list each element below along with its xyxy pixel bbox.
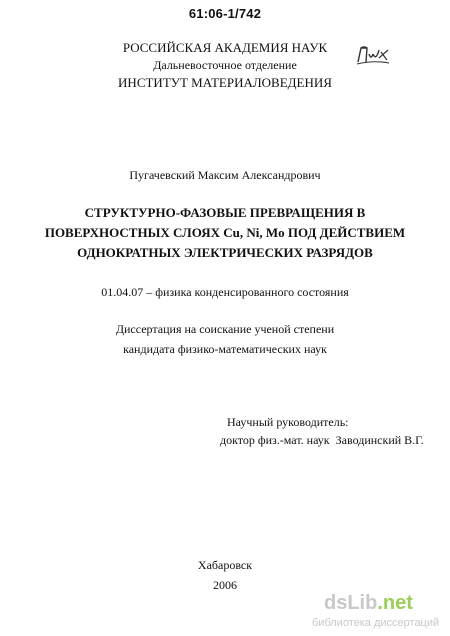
dissertation-title <box>0 203 450 263</box>
watermark <box>300 592 448 636</box>
catalog-number: 61:06-1/742 <box>188 6 262 21</box>
watermark-logo <box>324 592 413 615</box>
academy-name: РОССИЙСКАЯ АКАДЕМИЯ НАУК <box>122 40 328 55</box>
supervisor-label: Научный руководитель: <box>227 415 349 429</box>
title-line: ПОВЕРХНОСТНЫХ СЛОЯХ Cu, Ni, Mo ПОД ДЕЙСТВИЕМ <box>44 225 406 240</box>
supervisor-degree: доктор физ.-мат. наук <box>220 433 330 447</box>
degree-statement-line: Диссертация на соискание ученой степени <box>115 322 335 336</box>
watermark-logo-tld: .net <box>377 592 413 614</box>
handwritten-stamp-icon <box>355 44 391 66</box>
institute-name: ИНСТИТУТ МАТЕРИАЛОВЕДЕНИЯ <box>118 75 332 90</box>
title-line: СТРУКТУРНО-ФАЗОВЫЕ ПРЕВРАЩЕНИЯ В <box>84 205 366 220</box>
city: Хабаровск <box>197 558 253 572</box>
supervisor-name: Заводинский В.Г. <box>335 433 424 447</box>
title-line: ОДНОКРАТНЫХ ЭЛЕКТРИЧЕСКИХ РАЗРЯДОВ <box>77 245 373 260</box>
watermark-subtitle: библиотека диссертаций <box>312 617 440 629</box>
watermark-logo-main: dsLib <box>324 592 378 614</box>
author-name: Пугачевский Максим Александрович <box>129 168 321 182</box>
specialty-code: 01.04.07 – физика конденсированного состояния <box>101 285 349 299</box>
supervisor-line <box>220 433 424 448</box>
degree-statement-line: кандидата физико-математических наук <box>123 342 327 356</box>
branch-name: Дальневосточное отделение <box>153 58 297 72</box>
year: 2006 <box>213 578 237 592</box>
